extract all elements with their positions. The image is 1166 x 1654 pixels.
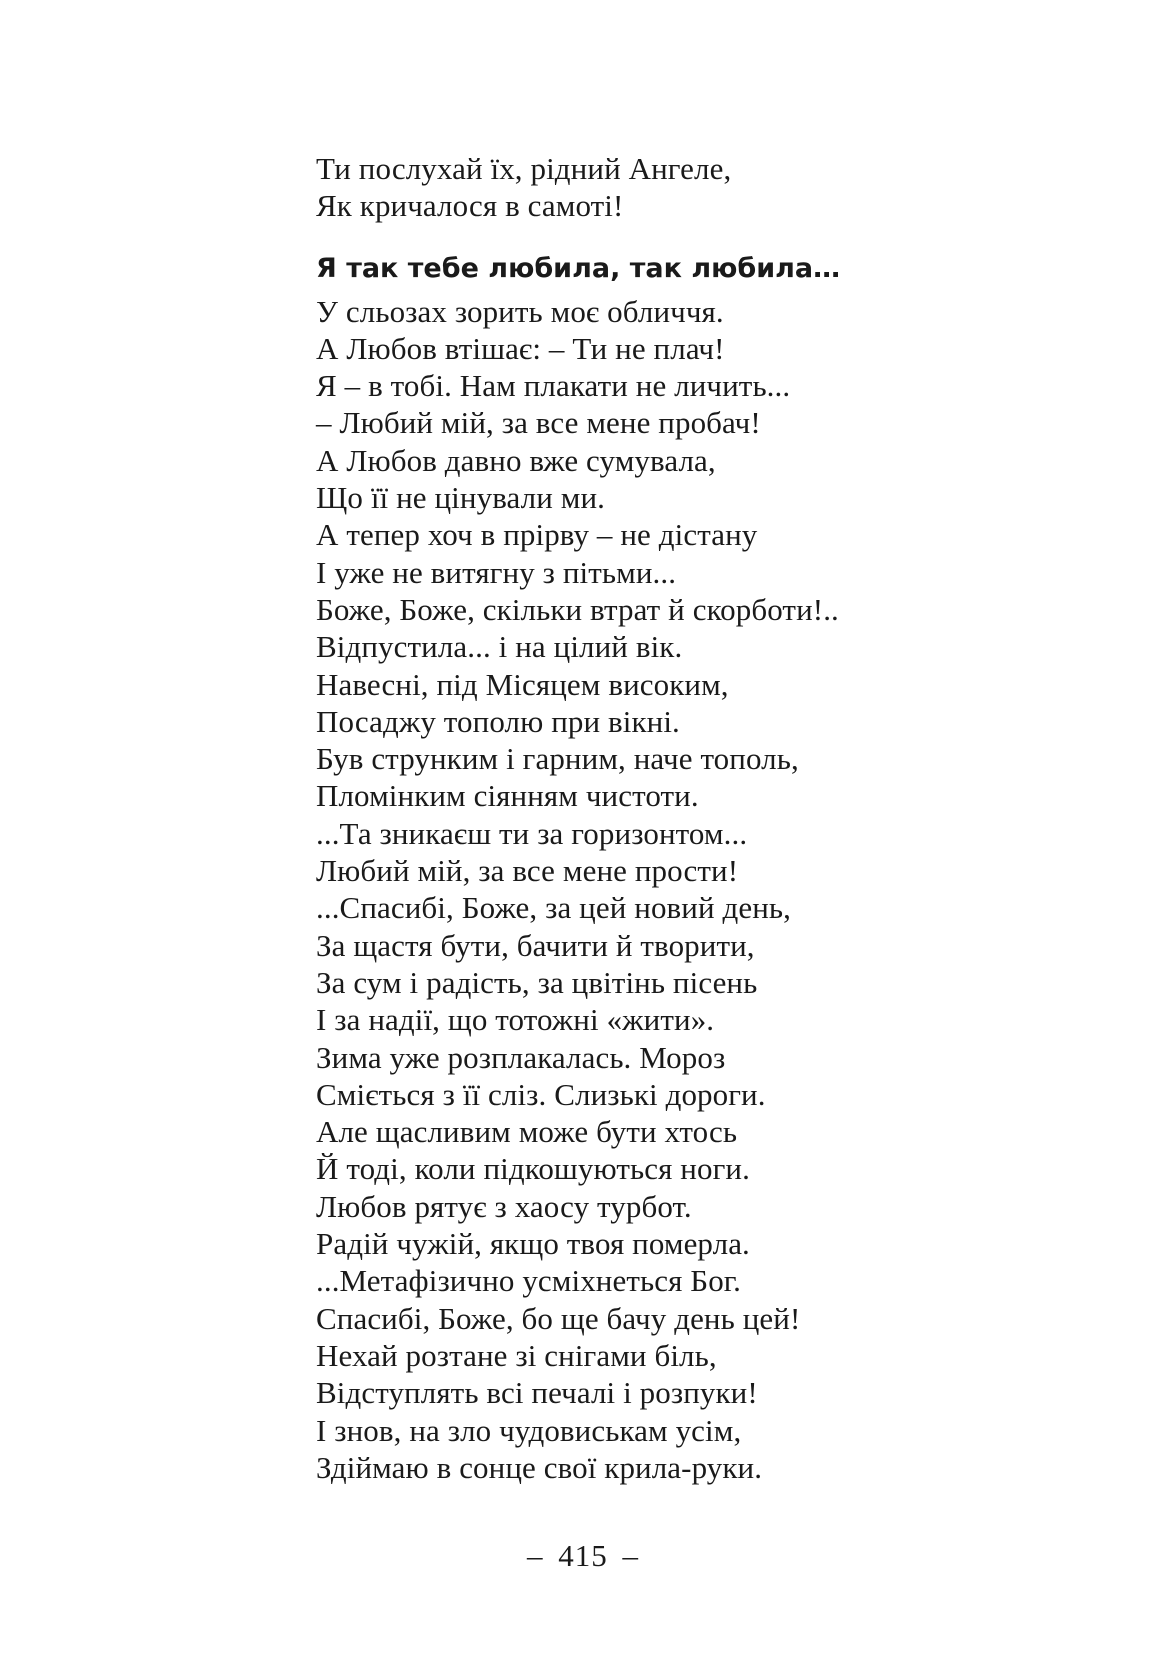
poem-line: Любий мій, за все мене прости! — [316, 853, 739, 889]
poem-line: Спасибі, Боже, бо ще бачу день цей! — [316, 1300, 801, 1336]
page-number-dash-right: – — [622, 1538, 639, 1573]
poem-line: Я – в тобі. Нам плакати не личить... — [316, 368, 791, 404]
page-body — [316, 150, 1076, 1486]
poem-line: Любов рятує з хаосу турбот. — [316, 1188, 692, 1224]
poem-line: У сльозах зорить моє обличчя. — [316, 293, 724, 329]
poem-line: Зима уже розплакалась. Мороз — [316, 1039, 726, 1075]
poem-line: Боже, Боже, скільки втрат й скорботи!.. — [316, 591, 839, 627]
poem-line: І уже не витягну з пітьми... — [316, 554, 677, 590]
poem-line: І за надії, що тотожні «жити». — [316, 1002, 715, 1038]
poem-line: Що її не цінували ми. — [316, 480, 606, 516]
poem-line: Відпустила... і на цілий вік. — [316, 629, 683, 665]
intro-line: Ти послухай їх, рідний Ангеле, — [316, 151, 732, 186]
intro-stanza — [316, 150, 1076, 225]
poem-line: Здіймаю в сонце свої крила-руки. — [316, 1449, 763, 1485]
intro-line: Як кричалося в самоті! — [316, 188, 624, 224]
poem-line: Але щасливим може бути хтось — [316, 1114, 738, 1150]
poem-line: Пломінким сіянням чистоти. — [316, 778, 699, 814]
poem-line: За сум і радість, за цвітінь пісень — [316, 964, 758, 1000]
poem-line: За щастя бути, бачити й творити, — [316, 927, 755, 963]
poem-line: А Любов втішає: – Ти не плач! — [316, 330, 725, 366]
poem-line: Був струнким і гарним, наче тополь, — [316, 741, 799, 777]
poem-line: ...Та зникаєш ти за горизонтом... — [316, 815, 748, 851]
poem-line: А Любов давно вже сумувала, — [316, 442, 716, 478]
poem-line: ...Спасибі, Боже, за цей новий день, — [316, 890, 792, 926]
poem-line: Посаджу тополю при вікні. — [316, 703, 680, 739]
poem-line: Відступлять всі печалі і розпуки! — [316, 1375, 758, 1411]
poem-line: Радій чужій, якщо твоя померла. — [316, 1226, 750, 1262]
poem-line: Нехай розтане зі снігами біль, — [316, 1337, 717, 1373]
poem-line: І знов, на зло чудовиськам усім, — [316, 1412, 742, 1448]
poem-line: Навесні, під Місяцем високим, — [316, 666, 729, 702]
page-number-value: 415 — [558, 1538, 608, 1573]
poem-line: Сміється з її сліз. Слизькі дороги. — [316, 1076, 766, 1112]
poem-line: А тепер хоч в прірву – не дістану — [316, 517, 758, 553]
poem-line: ...Метафізично усміхнеться Бог. — [316, 1263, 741, 1299]
page-number — [0, 1536, 1166, 1576]
page-number-dash-left: – — [527, 1538, 544, 1573]
poem-line: Й тоді, коли підкошуються ноги. — [316, 1151, 750, 1187]
poem-title: Я так тебе любила, так любила… — [316, 252, 841, 284]
poem-line: – Любий мій, за все мене пробач! — [316, 405, 761, 441]
poem-stanza — [316, 293, 1076, 1487]
